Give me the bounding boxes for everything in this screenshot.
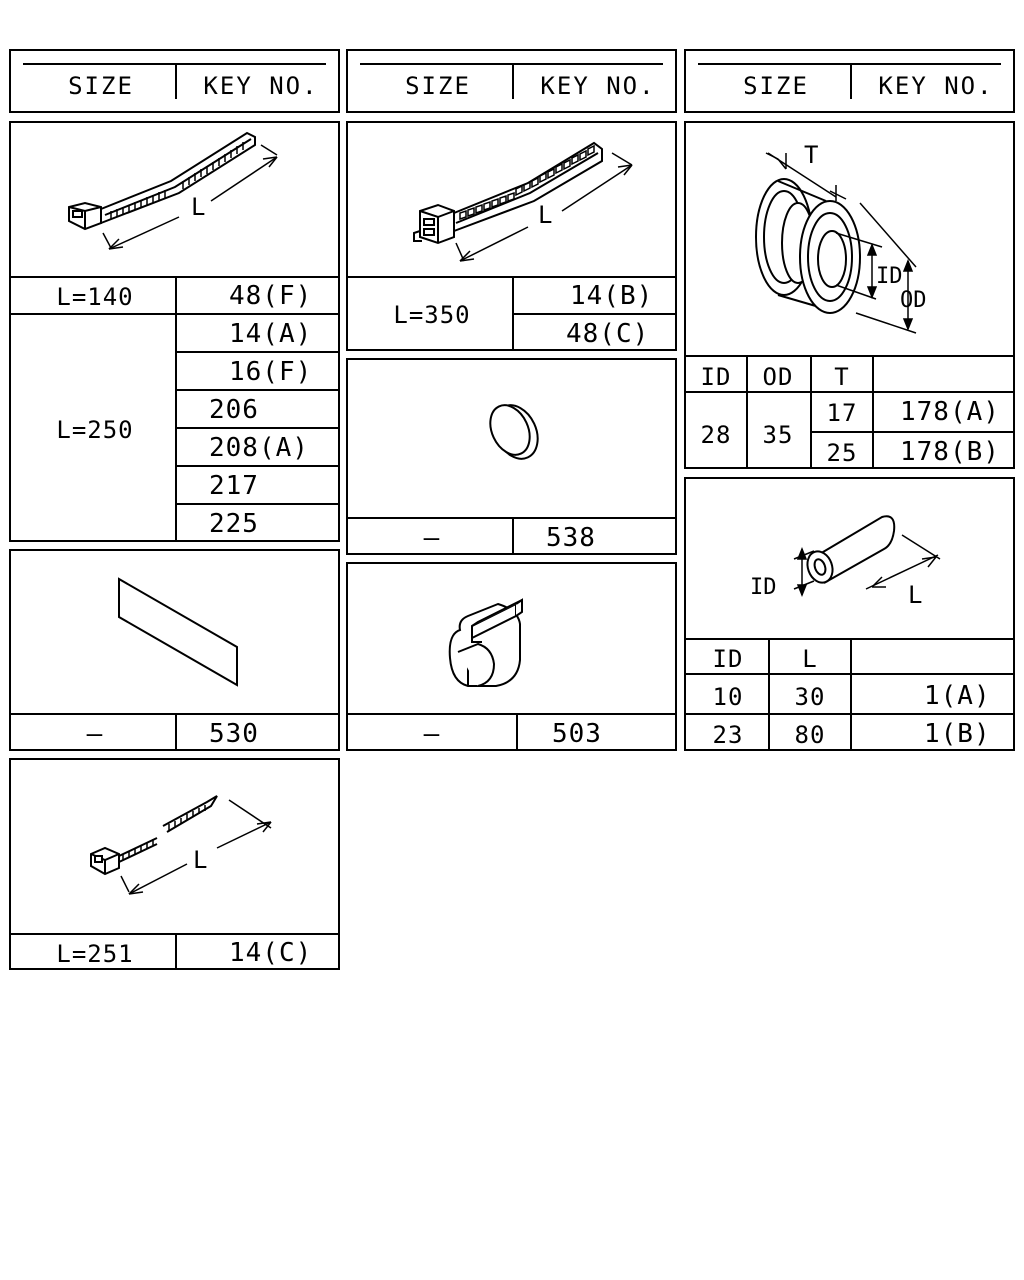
key-no-cell: 14(C) <box>229 938 313 968</box>
key-no-cell: 14(B) <box>570 281 654 311</box>
header-box-1 <box>9 49 340 113</box>
id-value-cell: 28 <box>700 421 732 449</box>
t-column-header: T <box>834 363 850 391</box>
tape-panel <box>9 549 340 751</box>
id-column-header: ID <box>712 645 744 673</box>
size-header: SIZE <box>68 72 134 100</box>
size-cell: L=251 <box>56 940 134 968</box>
size-cell: — <box>86 719 104 749</box>
header-box-3 <box>684 49 1015 113</box>
cable-tie-drawing <box>11 123 342 278</box>
l-column-header: L <box>802 645 818 673</box>
disc-panel <box>346 358 677 555</box>
disc-drawing <box>348 360 679 518</box>
dim-t-label: T <box>804 141 819 169</box>
key-no-header: KEY NO. <box>540 72 656 100</box>
size-cell: L=350 <box>393 301 471 329</box>
cable-tie-panel-a <box>9 121 340 542</box>
dim-id-label: ID <box>876 264 903 289</box>
key-no-cell: 206 <box>209 395 259 425</box>
key-no-cell: 217 <box>209 471 259 501</box>
grommet-drawing <box>686 123 1017 355</box>
key-no-cell: 503 <box>552 719 602 749</box>
key-no-cell: 530 <box>209 719 259 749</box>
key-no-cell: 1(B) <box>924 719 991 749</box>
key-no-cell: 1(A) <box>924 681 991 711</box>
cable-tie-panel-b <box>346 121 677 351</box>
cable-tie-thin-drawing <box>11 760 342 934</box>
clip-panel <box>346 562 677 751</box>
cable-tie-panel-c <box>9 758 340 970</box>
id-column-header: ID <box>700 363 732 391</box>
od-value-cell: 35 <box>762 421 794 449</box>
l-value-cell: 80 <box>794 721 826 749</box>
cable-tie-wide-drawing <box>348 123 679 278</box>
tube-drawing <box>686 479 1017 639</box>
key-no-cell: 208(A) <box>209 433 309 463</box>
size-cell: — <box>423 719 441 749</box>
size-header: SIZE <box>405 72 471 100</box>
key-no-cell: 178(A) <box>900 397 1000 427</box>
header-box-2 <box>346 49 677 113</box>
key-no-cell: 225 <box>209 509 259 539</box>
l-value-cell: 30 <box>794 683 826 711</box>
size-cell: — <box>423 523 441 553</box>
size-cell: L=250 <box>56 416 134 444</box>
t-value-cell: 17 <box>826 399 858 427</box>
key-no-cell: 14(A) <box>229 319 313 349</box>
id-value-cell: 10 <box>712 683 744 711</box>
key-no-cell: 48(F) <box>229 281 313 311</box>
dim-l-label: L <box>538 201 553 229</box>
key-no-cell: 538 <box>546 523 596 553</box>
dim-id-label: ID <box>750 575 777 600</box>
dim-l-label: L <box>193 846 208 874</box>
tape-drawing <box>11 551 342 713</box>
t-value-cell: 25 <box>826 439 858 467</box>
dim-od-label: OD <box>900 288 927 313</box>
size-header: SIZE <box>743 72 809 100</box>
clip-drawing <box>348 564 679 714</box>
size-cell: L=140 <box>56 283 134 311</box>
key-no-cell: 48(C) <box>566 319 650 349</box>
tube-panel <box>684 477 1015 751</box>
od-column-header: OD <box>762 363 794 391</box>
dim-l-label: L <box>908 581 923 609</box>
id-value-cell: 23 <box>712 721 744 749</box>
key-no-cell: 16(F) <box>229 357 313 387</box>
key-no-cell: 178(B) <box>900 437 1000 467</box>
grommet-panel <box>684 121 1015 469</box>
key-no-header: KEY NO. <box>203 72 319 100</box>
key-no-header: KEY NO. <box>878 72 994 100</box>
dim-l-label: L <box>191 193 206 221</box>
